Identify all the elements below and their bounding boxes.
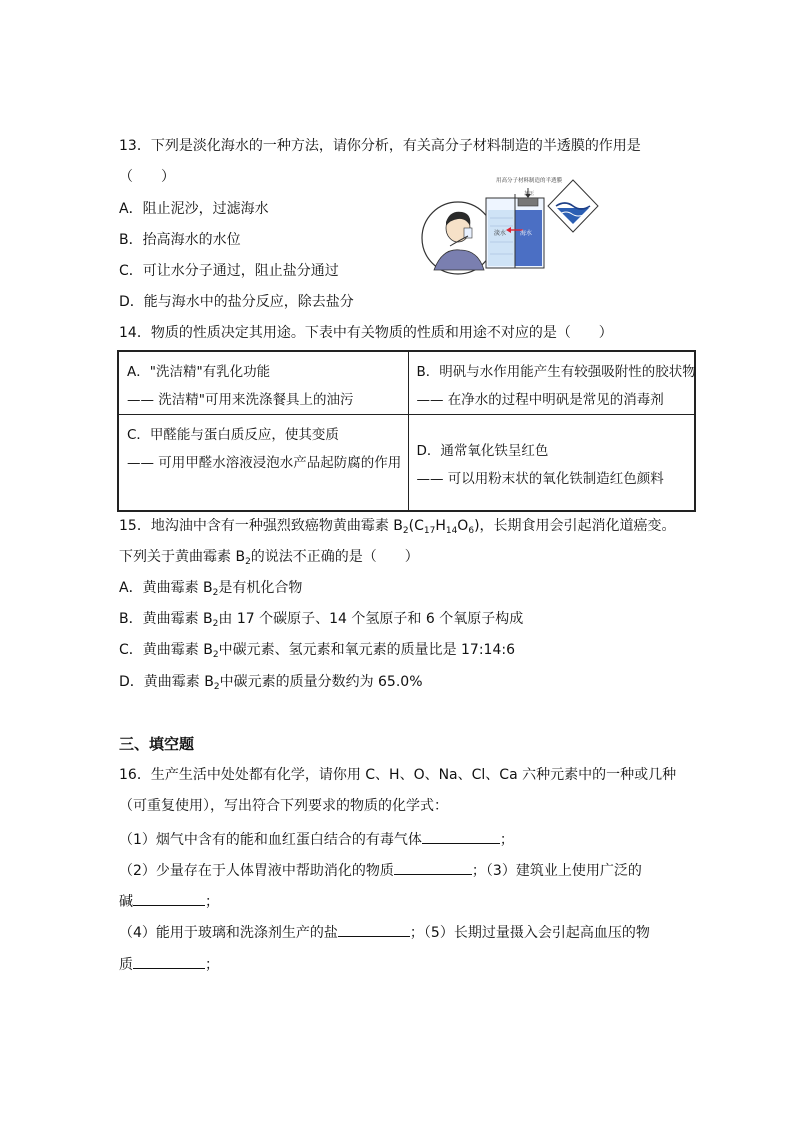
q13-option-b: B．抬高海水的水位 (119, 232, 241, 248)
table-cell-c (118, 415, 408, 511)
answer-blank-1[interactable] (422, 828, 500, 844)
q15-option-b: B．黄曲霉素 $B_2$由 17 个碳原子、14 个氢原子和 6 个氧原子构成 (119, 611, 524, 629)
q14-stem: 14．物质的性质决定其用途。下表中有关物质的性质和用途不对应的是（ ） (119, 325, 613, 341)
q13-stem: 13．下列是淡化海水的一种方法，请你分析，有关高分子材料制造的半透膜的作用是 (119, 138, 641, 154)
cell-d-use: —— 可以用粉末状的氧化铁制造红色颜料 (416, 471, 664, 488)
q13-option-a: A．阻止泥沙，过滤海水 (119, 201, 269, 217)
q16-item-1: （1）烟气中含有的能和血红蛋白结合的有毒气体 ； (119, 828, 514, 850)
pressure-label: 加压 (524, 191, 535, 197)
sea-water-label: 海水 (520, 230, 533, 237)
sea-icon (548, 180, 598, 232)
cell-b-property: B．明矾与水作用能产生有较强吸附性的胶状物 (416, 364, 696, 380)
q13-paren: （ ） (119, 169, 175, 185)
q15-option-a: A．黄曲霉素 $B_2$是有机化合物 (119, 580, 303, 598)
q15-option-c: C．黄曲霉素 $B_2$中碳元素、氢元素和氧元素的质量比是 17:14:6 (119, 642, 515, 660)
table-row (118, 415, 695, 511)
answer-blank-4[interactable] (338, 921, 410, 937)
q16-item-4: （4）能用于玻璃和洗涤剂生产的盐 ；（5）长期过量摄入会引起高血压的物 (119, 921, 650, 943)
cell-c-use: —— 可用甲醛水溶液浸泡水产品起防腐的作用 (127, 455, 402, 471)
cell-d-property: D．通常氧化铁呈红色 (416, 443, 549, 460)
answer-blank-2[interactable] (394, 859, 472, 875)
q15-stem-line2: 下列关于黄曲霉素 $B_2$的说法不正确的是（ ） (119, 549, 419, 567)
cell-a-property: A．"洗洁精"有乳化功能 (127, 364, 271, 380)
q13-option-c: C．可让水分子通过，阻止盐分通过 (119, 263, 339, 279)
q16-item-3-cont: 碱 ； (119, 890, 219, 912)
answer-blank-5[interactable] (133, 953, 205, 969)
section-title: 三、填空题 (119, 735, 195, 753)
drinking-person-illustration (422, 202, 494, 274)
q16-stem-line2: （可重复使用），写出符合下列要求的物质的化学式： (119, 798, 448, 814)
q16-item-2: （2）少量存在于人体胃液中帮助消化的物质 ；（3）建筑业上使用广泛的 (119, 859, 642, 881)
fresh-water-label: 淡水 (494, 230, 507, 237)
table-cell-b (408, 351, 695, 415)
membrane-caption: 用高分子材料制造的半透膜 (496, 178, 563, 184)
q15-stem: 15．地沟油中含有一种强烈致癌物黄曲霉素 $B_2(C_{17}H_{14}O_6)$，长期食用会引起消化道癌变。 (119, 518, 676, 536)
table-row (118, 351, 695, 415)
q16-stem-line1: 16．生产生活中处处都有化学，请你用 C、H、O、Na、Cl、Ca 六种元素中的一种或几种 (119, 767, 677, 783)
q15-option-d: D．黄曲霉素 $B_2$中碳元素的质量分数约为 65.0% (119, 674, 423, 692)
answer-blank-3[interactable] (133, 890, 205, 906)
q16-item-5-cont: 质 ； (119, 953, 219, 975)
table-cell-a (118, 351, 408, 415)
q14-table (117, 350, 696, 512)
membrane-container (486, 188, 544, 268)
table-cell-d (408, 415, 695, 511)
desalination-figure (420, 170, 600, 276)
cell-c-property: C．甲醛能与蛋白质反应，使其变质 (127, 427, 339, 443)
q13-option-d: D．能与海水中的盐分反应，除去盐分 (119, 294, 354, 310)
cell-a-use: —— 洗洁精"可用来洗涤餐具上的油污 (127, 392, 354, 408)
cell-b-use: —— 在净水的过程中明矾是常见的消毒剂 (416, 392, 664, 408)
